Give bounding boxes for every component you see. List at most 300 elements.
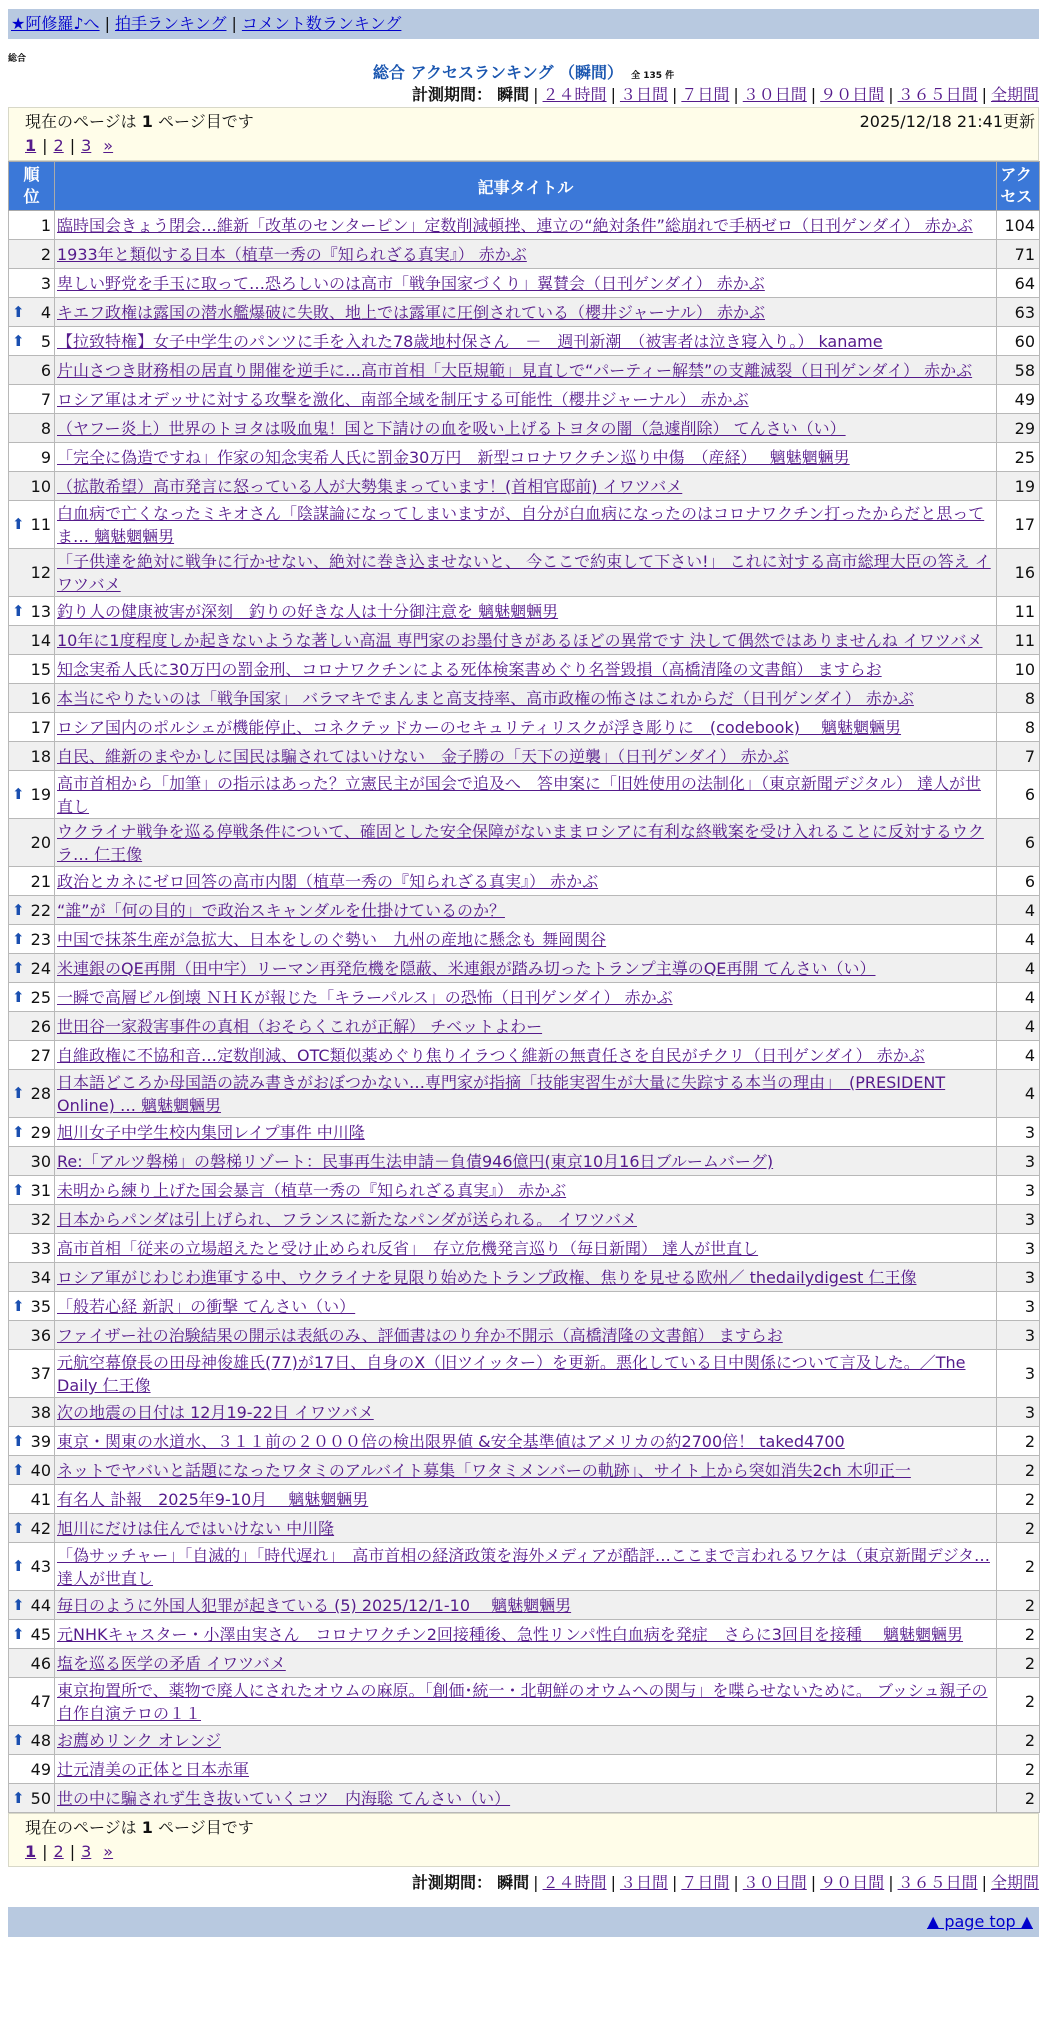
article-link[interactable]: 日本語どころか母国語の読み書きがおぼつかない…専門家が指摘「技能実習生が大量に失踪する本当の理由」 (PRESIDENT Online) … 魑魅魍魎男 [57, 1073, 946, 1115]
article-link[interactable]: 世田谷一家殺害事件の真相（おそらくこれが正解） チベットよわー [57, 1017, 543, 1036]
rank-number: 3 [40, 273, 51, 293]
nav-link-asyura[interactable]: ★阿修羅♪へ [11, 14, 100, 33]
table-row [9, 1620, 1040, 1649]
rank-cell [9, 269, 55, 298]
article-link[interactable]: 元NHKキャスター・小澤由実さん コロナワクチン2回接種後、急性リンパ性白血病を発症 さらに3回目を接種 魑魅魍魎男 [57, 1625, 964, 1644]
rank-cell [9, 1784, 55, 1813]
access-count: 6 [997, 771, 1040, 819]
article-link[interactable]: 卑しい野党を手玉に取って…恐ろしいのは高市「戦争国家づくり」翼賛会（日刊ゲンダイ） 赤かぶ [57, 274, 765, 293]
title-cell [55, 1456, 997, 1485]
current-page-info: 現在のページは 1 ページ目です [25, 1818, 254, 1837]
access-count: 2 [997, 1456, 1040, 1485]
title-cell [55, 356, 997, 385]
article-link[interactable]: 未明から練り上げた国会暴言（植草一秀の『知られざる真実』） 赤かぶ [57, 1181, 567, 1200]
title-cell [55, 472, 997, 501]
rank-cell [9, 385, 55, 414]
table-row [9, 1234, 1040, 1263]
rank-number: 25 [30, 987, 51, 1007]
article-link[interactable]: 高市首相から「加筆」の指示はあった？立憲民主が国会で追及へ 答申案に「旧姓使用の法制化」（東京新聞デジタル） 達人が世直し [57, 774, 981, 816]
period-label: 計測期間： [412, 1873, 493, 1892]
table-row [9, 771, 1040, 819]
rank-number: 50 [30, 1788, 51, 1808]
title-cell [55, 211, 997, 240]
rank-cell [9, 414, 55, 443]
article-link[interactable]: 「子供達を絶対に戦争に行かせない、絶対に巻き込ませないと、 今ここで約束して下さい!」 これに対する高市総理大臣の答え イワツバメ [57, 552, 991, 594]
article-link[interactable]: お薦めリンク オレンジ [57, 1731, 221, 1750]
page-top-link[interactable]: ▲ page top ▲ [926, 1912, 1033, 1931]
title-cell [55, 1041, 997, 1070]
access-count: 2 [997, 1726, 1040, 1755]
rank-cell [9, 896, 55, 925]
period-selector-top: 計測期間： 瞬間 | ２４時間 | ３日間 | ７日間 | ３０日間 | ９０日間 | ３６５日間 | 全期間 [412, 85, 1039, 104]
table-row [9, 896, 1040, 925]
up-arrow-icon: ⬆ [12, 302, 25, 321]
rank-cell [9, 1726, 55, 1755]
rank-cell [9, 771, 55, 819]
article-link[interactable]: キエフ政権は露国の潜水艦爆破に失敗、地上では露軍に圧倒されている（櫻井ジャーナル） 赤かぶ [57, 303, 765, 322]
article-link[interactable]: 【拉致特権】女子中学生のパンツに手を入れた78歳地村保さん － 週刊新潮 （被害者は泣き寝入り。） kaname [57, 332, 883, 351]
nav-separator: | [231, 14, 237, 33]
rank-cell [9, 1205, 55, 1234]
page-link-1[interactable]: 1 [25, 136, 37, 155]
next-page-link[interactable]: » [103, 1842, 114, 1861]
access-count: 4 [997, 925, 1040, 954]
article-link[interactable]: ロシア国内のポルシェが機能停止、コネクテッドカーのセキュリティリスクが浮き彫りに (codebook) 魑魅魍魎男 [57, 718, 902, 737]
pagination-top: 現在のページは 1 ページ目です 2025/12/18 21:41更新 1 | 2 | 3 » [8, 107, 1039, 161]
ranking-rows [9, 211, 1040, 1813]
nav-link-applause-ranking[interactable]: 拍手ランキング [114, 14, 227, 33]
article-link[interactable]: ロシア軍はオデッサに対する攻撃を激化、南部全域を制圧する可能性（櫻井ジャーナル） 赤かぶ [57, 390, 749, 409]
period-link-24h[interactable]: ２４時間 [542, 1873, 607, 1892]
table-row [9, 1070, 1040, 1118]
nav-separator: | [104, 14, 110, 33]
access-count: 2 [997, 1591, 1040, 1620]
rank-cell [9, 655, 55, 684]
rank-number: 33 [30, 1238, 51, 1258]
article-link[interactable]: 臨時国会きょう閉会…維新「改革のセンターピン」定数削減頓挫、連立の“絶対条件”総崩れで手柄ゼロ（日刊ゲンダイ） 赤かぶ [57, 216, 973, 235]
rank-number: 12 [30, 563, 51, 582]
rank-number: 5 [40, 331, 51, 351]
title-cell [55, 626, 997, 655]
title-cell [55, 501, 997, 549]
article-link[interactable]: 米連銀のQE再開（田中宇）リーマン再発危機を隠蔽、米連銀が踏み切ったトランプ主導のQE再開 てんさい（い） [57, 959, 876, 978]
category-label: 総合 [8, 54, 27, 64]
table-row [9, 1321, 1040, 1350]
access-count: 3 [997, 1118, 1040, 1147]
rank-number: 44 [30, 1595, 51, 1615]
article-link[interactable]: 10年に1度程度しか起きないような著しい高温 専門家のお墨付きがあるほどの異常です 決して偶然ではありませんね イワツバメ [57, 631, 983, 650]
page-wrapper [8, 9, 1039, 1937]
rank-number: 40 [30, 1460, 51, 1480]
up-arrow-icon: ⬆ [12, 929, 25, 948]
table-row [9, 1350, 1040, 1398]
page-link-2[interactable]: 2 [53, 136, 64, 155]
up-arrow-icon: ⬆ [12, 1431, 25, 1450]
nav-link-comment-ranking[interactable]: コメント数ランキング [241, 14, 402, 33]
title-cell [55, 1514, 997, 1543]
rank-cell [9, 742, 55, 771]
table-row [9, 1543, 1040, 1591]
rank-number: 14 [30, 630, 51, 650]
top-navigation [8, 9, 1039, 39]
article-link[interactable]: 自維政権に不協和音…定数削減、OTC類似薬めぐり焦りイラつく維新の無責任さを自民がチクリ（日刊ゲンダイ） 赤かぶ [57, 1046, 925, 1065]
page-link-1[interactable]: 1 [25, 1842, 37, 1861]
up-arrow-icon: ⬆ [12, 1122, 25, 1141]
rank-number: 16 [30, 688, 51, 708]
title-cell [55, 1118, 997, 1147]
period-link-90d[interactable]: ９０日間 [820, 85, 885, 104]
rank-number: 30 [30, 1151, 51, 1171]
article-link[interactable]: 釣り人の健康被害が深刻 釣りの好きな人は十分御注意を 魑魅魍魎男 [57, 602, 559, 621]
table-row [9, 1176, 1040, 1205]
article-link[interactable]: 日本からパンダは引上げられ、フランスに新たなパンダが送られる。 イワツバメ [57, 1210, 637, 1229]
table-row [9, 867, 1040, 896]
table-row [9, 414, 1040, 443]
rank-number: 22 [30, 900, 51, 920]
period-link-all[interactable]: 全期間 [990, 85, 1039, 104]
access-count: 3 [997, 1350, 1040, 1398]
table-row [9, 1263, 1040, 1292]
ranking-table [8, 161, 1040, 1813]
period-link-7d[interactable]: ７日間 [681, 85, 730, 104]
table-row [9, 1118, 1040, 1147]
title-cell [55, 1485, 997, 1514]
table-row [9, 1649, 1040, 1678]
rank-number: 18 [30, 746, 51, 766]
table-row [9, 1456, 1040, 1485]
up-arrow-icon: ⬆ [12, 1595, 25, 1614]
article-link[interactable]: 「般若心経 新訳」の衝撃 てんさい（い） [57, 1297, 356, 1316]
table-row [9, 1147, 1040, 1176]
table-row [9, 1678, 1040, 1726]
title-cell [55, 1427, 997, 1456]
table-row [9, 327, 1040, 356]
rank-cell [9, 1427, 55, 1456]
up-arrow-icon: ⬆ [12, 1180, 25, 1199]
article-link[interactable]: 高市首相「従来の立場超えたと受け止められ反省」 存立危機発言巡り（毎日新聞） 達人が世直し [57, 1239, 759, 1258]
rank-number: 20 [30, 833, 51, 852]
rank-number: 10 [30, 476, 51, 496]
rank-cell [9, 443, 55, 472]
rank-number: 19 [30, 785, 51, 804]
title-cell [55, 1292, 997, 1321]
rank-cell [9, 1041, 55, 1070]
rank-number: 24 [30, 958, 51, 978]
article-link[interactable]: 「偽サッチャー」「自滅的」「時代遅れ」 高市首相の経済政策を海外メディアが酷評…ここまで言われるワケは（東京新聞デジタ… 達人が世直し [57, 1546, 990, 1588]
rank-number: 38 [30, 1402, 51, 1422]
article-link[interactable]: 旭川にだけは住んではいけない 中川隆 [57, 1519, 335, 1538]
rank-number: 26 [30, 1016, 51, 1036]
table-row [9, 983, 1040, 1012]
rank-number: 28 [30, 1084, 51, 1103]
access-count: 104 [997, 211, 1040, 240]
period-link-3d[interactable]: ３日間 [619, 85, 668, 104]
article-link[interactable]: 白血病で亡くなったミキオさん「陰謀論になってしまいますが、自分が白血病になったのはコロナワクチン打ったからだと思ってま… 魑魅魍魎男 [57, 504, 985, 546]
updated-timestamp: 2025/12/18 21:41更新 [859, 112, 1035, 131]
period-link-365d[interactable]: ３６５日間 [897, 1873, 978, 1892]
article-link[interactable]: ファイザー社の治験結果の開示は表紙のみ、評価書はのり弁か不開示（高橋清隆の文書館） ますらお [57, 1326, 783, 1345]
next-page-link[interactable]: » [103, 136, 114, 155]
access-count: 3 [997, 1234, 1040, 1263]
access-count: 4 [997, 1041, 1040, 1070]
access-count: 4 [997, 983, 1040, 1012]
article-link[interactable]: ロシア軍がじわじわ進軍する中、ウクライナを見限り始めたトランプ政権、焦りを見せる欧州／ thedailydigest 仁王像 [57, 1268, 917, 1287]
ranking-title-line [8, 63, 1039, 83]
up-arrow-icon: ⬆ [12, 1624, 25, 1643]
rank-cell [9, 1649, 55, 1678]
article-link[interactable]: 塩を巡る医学の矛盾 イワツバメ [57, 1654, 286, 1673]
article-link[interactable]: “誰”が「何の目的」で政治スキャンダルを仕掛けているのか？ [57, 901, 505, 920]
table-row [9, 1726, 1040, 1755]
rank-cell [9, 1147, 55, 1176]
up-arrow-icon: ⬆ [12, 958, 25, 977]
rank-cell [9, 954, 55, 983]
article-link[interactable]: 中国で抹茶生産が急拡大、日本をしのぐ勢い 九州の産地に懸念も 舞岡関谷 [57, 930, 607, 949]
title-cell [55, 1543, 997, 1591]
table-row [9, 1292, 1040, 1321]
rank-cell [9, 1012, 55, 1041]
article-link[interactable]: 片山さつき財務相の居直り開催を逆手に…高市首相「大臣規範」見直しで“パーティー解禁”の支離滅裂（日刊ゲンダイ） 赤かぶ [57, 361, 973, 380]
title-cell [55, 1649, 997, 1678]
rank-cell [9, 472, 55, 501]
title-cell [55, 1205, 997, 1234]
access-count: 71 [997, 240, 1040, 269]
access-count: 11 [997, 626, 1040, 655]
title-cell [55, 269, 997, 298]
table-row [9, 742, 1040, 771]
title-cell [55, 1234, 997, 1263]
rank-cell [9, 1456, 55, 1485]
up-arrow-icon: ⬆ [12, 987, 25, 1006]
pagination-bottom: 現在のページは 1 ページ目です 1 | 2 | 3 » [8, 1813, 1039, 1867]
access-count: 16 [997, 549, 1040, 597]
title-cell [55, 597, 997, 626]
article-link[interactable]: 自民、維新のまやかしに国民は騙されてはいけない 金子勝の「天下の逆襲」（日刊ゲンダイ） 赤かぶ [57, 747, 789, 766]
rank-number: 43 [30, 1557, 51, 1576]
table-row [9, 501, 1040, 549]
access-count: 17 [997, 501, 1040, 549]
rank-cell [9, 1070, 55, 1118]
rank-cell [9, 819, 55, 867]
title-cell [55, 1784, 997, 1813]
up-arrow-icon: ⬆ [12, 900, 25, 919]
table-row [9, 269, 1040, 298]
title-cell [55, 655, 997, 684]
period-link-7d[interactable]: ７日間 [681, 1873, 730, 1892]
rank-number: 45 [30, 1624, 51, 1644]
rank-cell [9, 1514, 55, 1543]
period-link-30d[interactable]: ３０日間 [742, 1873, 807, 1892]
period-link-365d[interactable]: ３６５日間 [897, 85, 978, 104]
period-selector-bottom: 計測期間： 瞬間 | ２４時間 | ３日間 | ７日間 | ３０日間 | ９０日間 | ３６５日間 | 全期間 [412, 1873, 1039, 1892]
table-row [9, 1784, 1040, 1813]
access-count: 60 [997, 327, 1040, 356]
rank-cell [9, 1678, 55, 1726]
period-link-all[interactable]: 全期間 [990, 1873, 1039, 1892]
article-link[interactable]: Re:「アルツ磐梯」の磐梯リゾート：民事再生法申請－負債946億円(東京10月16日ブルームバーグ) [57, 1152, 774, 1171]
access-count: 3 [997, 1176, 1040, 1205]
access-count: 8 [997, 713, 1040, 742]
access-count: 2 [997, 1784, 1040, 1813]
access-count: 3 [997, 1205, 1040, 1234]
access-count: 2 [997, 1427, 1040, 1456]
article-link[interactable]: 政治とカネにゼロ回答の高市内閣（植草一秀の『知られざる真実』） 赤かぶ [57, 872, 599, 891]
title-cell [55, 1012, 997, 1041]
up-arrow-icon: ⬆ [12, 1788, 25, 1807]
table-row [9, 925, 1040, 954]
article-link[interactable]: 毎日のように外国人犯罪が起きている (5) 2025/12/1-10 魑魅魍魎男 [57, 1596, 572, 1615]
rank-cell [9, 1321, 55, 1350]
title-cell [55, 925, 997, 954]
rank-number: 15 [30, 659, 51, 679]
rank-number: 29 [30, 1122, 51, 1142]
period-link-24h[interactable]: ２４時間 [542, 85, 607, 104]
up-arrow-icon: ⬆ [12, 1730, 25, 1749]
access-count: 11 [997, 597, 1040, 626]
access-count: 3 [997, 1398, 1040, 1427]
rank-number: 49 [30, 1759, 51, 1779]
article-link[interactable]: 世の中に騙されず生き抜いていくコツ 内海聡 てんさい（い） [57, 1789, 511, 1808]
up-arrow-icon: ⬆ [12, 785, 25, 803]
access-count: 63 [997, 298, 1040, 327]
article-link[interactable]: 辻元清美の正体と日本赤軍 [57, 1760, 250, 1779]
title-cell [55, 1398, 997, 1427]
period-link-3d[interactable]: ３日間 [619, 1873, 668, 1892]
rank-number: 6 [40, 360, 51, 380]
rank-cell [9, 1398, 55, 1427]
title-cell [55, 1176, 997, 1205]
up-arrow-icon: ⬆ [12, 515, 25, 533]
article-link[interactable]: ウクライナ戦争を巡る停戦条件について、確固とした安全保障がないままロシアに有利な終戦案を受け入れることに反対するウクラ… 仁王像 [57, 822, 984, 864]
access-count: 58 [997, 356, 1040, 385]
access-count: 4 [997, 1012, 1040, 1041]
rank-cell [9, 1755, 55, 1784]
rank-number: 37 [30, 1364, 51, 1383]
title-cell [55, 983, 997, 1012]
rank-number: 9 [40, 447, 51, 467]
table-row [9, 954, 1040, 983]
article-link[interactable]: 本当にやりたいのは「戦争国家」 バラマキでまんまと高支持率、高市政権の怖さはこれからだ（日刊ゲンダイ） 赤かぶ [57, 689, 914, 708]
rank-number: 1 [40, 215, 51, 235]
rank-number: 2 [40, 244, 51, 264]
article-link[interactable]: 「完全に偽造ですね」作家の知念実希人氏に罰金30万円 新型コロナワクチン巡り中傷 （産経） 魑魅魍魎男 [57, 448, 850, 467]
access-count: 2 [997, 1514, 1040, 1543]
article-link[interactable]: 知念実希人氏に30万円の罰金刑、コロナワクチンによる死体検案書めぐり名誉毀損（高橋清隆の文書館） ますらお [57, 660, 882, 679]
rank-cell [9, 1176, 55, 1205]
article-link[interactable]: 旭川女子中学生校内集団レイプ事件 中川隆 [57, 1123, 365, 1142]
article-link[interactable]: 1933年と類似する日本（植草一秀の『知られざる真実』） 赤かぶ [57, 245, 527, 264]
rank-number: 27 [30, 1045, 51, 1065]
title-cell [55, 867, 997, 896]
header-access: アクセス [997, 162, 1040, 211]
header-title: 記事タイトル [55, 162, 997, 211]
article-link[interactable]: （ヤフー炎上）世界のトヨタは吸血鬼！国と下請けの血を吸い上げるトヨタの闇（急遽削除） てんさい（い） [57, 419, 846, 438]
rank-number: 17 [30, 717, 51, 737]
article-link[interactable]: 次の地震の日付は 12月19-22日 イワツバメ [57, 1403, 374, 1422]
access-count: 3 [997, 1292, 1040, 1321]
title-cell [55, 385, 997, 414]
current-page-info: 現在のページは 1 ページ目です [25, 112, 254, 131]
rank-number: 46 [30, 1653, 51, 1673]
page-link-3[interactable]: 3 [81, 1842, 92, 1861]
title-cell [55, 1591, 997, 1620]
access-count: 2 [997, 1678, 1040, 1726]
article-link[interactable]: 東京拘置所で、薬物で廃人にされたオウムの麻原。「創価･統一・北朝鮮のオウムへの関与」を喋らせないために。 ブッシュ親子の自作自演テロの１１ [57, 1681, 988, 1723]
article-link[interactable]: ネットでヤバいと話題になったワタミのアルバイト募集「ワタミメンバーの軌跡」、サイト上から突如消失2ch 木卯正一 [57, 1461, 911, 1480]
rank-cell [9, 1263, 55, 1292]
table-row [9, 1485, 1040, 1514]
access-count: 6 [997, 867, 1040, 896]
table-row [9, 385, 1040, 414]
up-arrow-icon: ⬆ [12, 601, 25, 620]
rank-cell [9, 626, 55, 655]
table-row [9, 549, 1040, 597]
article-link[interactable]: 東京・関東の水道水、３１１前の２０００倍の検出限界値 &安全基準値はアメリカの約2700倍！ taked4700 [57, 1432, 845, 1451]
rank-number: 23 [30, 929, 51, 949]
access-count: 2 [997, 1543, 1040, 1591]
rank-cell [9, 1591, 55, 1620]
period-link-90d[interactable]: ９０日間 [820, 1873, 885, 1892]
access-count: 6 [997, 819, 1040, 867]
rank-number: 47 [30, 1692, 51, 1711]
table-row [9, 1012, 1040, 1041]
rank-cell [9, 1118, 55, 1147]
article-link[interactable]: （拡散希望）高市発言に怒っている人が大勢集まっています！(首相官邸前) イワツバメ [57, 477, 683, 496]
table-row [9, 819, 1040, 867]
title-cell [55, 414, 997, 443]
footer-bar [8, 1907, 1039, 1937]
access-count: 64 [997, 269, 1040, 298]
rank-number: 32 [30, 1209, 51, 1229]
table-row [9, 211, 1040, 240]
period-link-30d[interactable]: ３０日間 [742, 85, 807, 104]
access-count: 2 [997, 1620, 1040, 1649]
title-cell [55, 1620, 997, 1649]
access-count: 3 [997, 1321, 1040, 1350]
rank-number: 36 [30, 1325, 51, 1345]
access-count: 2 [997, 1649, 1040, 1678]
article-link[interactable]: 有名人 訃報 2025年9-10月 魑魅魍魎男 [57, 1490, 369, 1509]
table-row [9, 597, 1040, 626]
header-rank: 順位 [9, 162, 55, 211]
title-cell [55, 954, 997, 983]
rank-number: 13 [30, 601, 51, 621]
article-link[interactable]: 一瞬で高層ビル倒壊 ＮＨＫが報じた「キラーパルス」の恐怖（日刊ゲンダイ） 赤かぶ [57, 988, 673, 1007]
rank-number: 11 [30, 515, 51, 534]
rank-cell [9, 1292, 55, 1321]
title-cell [55, 327, 997, 356]
article-link[interactable]: 元航空幕僚長の田母神俊雄氏(77)が17日、自身のX（旧ツイッター）を更新。悪化している日中関係について言及した。／The Daily 仁王像 [57, 1353, 966, 1395]
title-cell [55, 1147, 997, 1176]
page-link-2[interactable]: 2 [53, 1842, 64, 1861]
title-cell [55, 1678, 997, 1726]
rank-cell [9, 597, 55, 626]
up-arrow-icon: ⬆ [12, 1557, 25, 1575]
rank-cell [9, 240, 55, 269]
access-count: 29 [997, 414, 1040, 443]
rank-cell [9, 1543, 55, 1591]
table-row [9, 1205, 1040, 1234]
rank-number: 39 [30, 1431, 51, 1451]
rank-cell [9, 327, 55, 356]
page-link-3[interactable]: 3 [81, 136, 92, 155]
rank-number: 31 [30, 1180, 51, 1200]
rank-cell [9, 1234, 55, 1263]
rank-cell [9, 925, 55, 954]
rank-cell [9, 1620, 55, 1649]
title-cell [55, 1321, 997, 1350]
rank-number: 35 [30, 1296, 51, 1316]
